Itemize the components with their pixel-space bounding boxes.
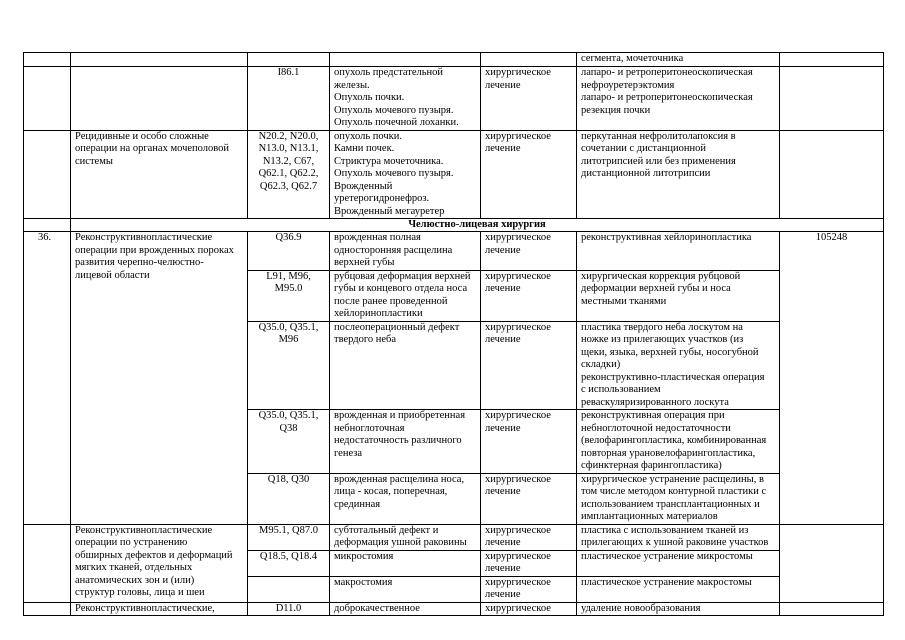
method-cell: пластическое устранение макростомы xyxy=(577,576,780,602)
treatment-type-cell: хирургическое лечение xyxy=(481,550,577,576)
condition-cell xyxy=(330,53,481,67)
condition-cell: послеоперационный дефект твердого неба xyxy=(330,321,481,410)
group-cell xyxy=(71,67,248,131)
item-number-cell xyxy=(24,602,71,616)
condition-cell: микростомия xyxy=(330,550,481,576)
treatment-type-cell: хирургическое лечение xyxy=(481,321,577,410)
icd-codes-cell: D11.0 xyxy=(248,602,330,616)
icd-codes-cell: Q35.0, Q35.1, M96 xyxy=(248,321,330,410)
method-cell: хирургическая коррекция рубцовой деформации верхней губы и носа местными тканями xyxy=(577,270,780,321)
group-cell: Реконструктивнопластические операции по устранению обширных дефектов и деформаций мягких тканей, отдельных анатомических зон и (или) структур головы, лица и шеи xyxy=(71,524,248,602)
treatment-type-cell: хирургическое лечение xyxy=(481,270,577,321)
section-spacer-cell xyxy=(24,219,71,232)
method-cell: хирургическое устранение расщелины, в том числе методом контурной пластики с использованием трансплантационных и имплантационных материалов xyxy=(577,473,780,524)
section-row xyxy=(24,219,884,232)
group-cell xyxy=(71,53,248,67)
method-cell: пластическое устранение микростомы xyxy=(577,550,780,576)
condition-cell: опухоль почки. Камни почек. Стриктура мочеточника. Опухоль мочевого пузыря. Врожденный уретерогидронефроз. Врожденный мегауретер xyxy=(330,130,481,219)
icd-codes-cell: M95.1, Q87.0 xyxy=(248,524,330,550)
price-cell xyxy=(780,53,884,67)
treatment-type-cell: хирургическое лечение xyxy=(481,130,577,219)
icd-codes-cell: Q36.9 xyxy=(248,232,330,271)
condition-cell: доброкачественное xyxy=(330,602,481,616)
icd-codes-cell: Q18.5, Q18.4 xyxy=(248,550,330,576)
icd-codes-cell xyxy=(248,576,330,602)
icd-codes-cell: Q18, Q30 xyxy=(248,473,330,524)
treatment-type-cell: хирургическое xyxy=(481,602,577,616)
treatment-type-cell: хирургическое лечение xyxy=(481,576,577,602)
condition-cell: рубцовая деформация верхней губы и концевого отдела носа после ранее проведенной хейлоринопластики xyxy=(330,270,481,321)
treatment-type-cell: хирургическое лечение xyxy=(481,473,577,524)
method-cell: пластика твердого неба лоскутом на ножке из прилегающих участков (из щеки, языка, верхней губы, носогубной складки) реконструктивно-пластическая операция с использованием реваскуляризированного лоскута xyxy=(577,321,780,410)
price-cell: 105248 xyxy=(780,232,884,525)
price-cell xyxy=(780,602,884,616)
icd-codes-cell: I86.1 xyxy=(248,67,330,131)
item-number-cell xyxy=(24,130,71,219)
price-cell xyxy=(780,67,884,131)
method-cell: пластика с использованием тканей из прилегающих к ушной раковине участков xyxy=(577,524,780,550)
treatment-type-cell: хирургическое лечение xyxy=(481,67,577,131)
method-cell: сегмента, мочеточника xyxy=(577,53,780,67)
section-heading: Челюстно-лицевая хирургия xyxy=(71,219,884,232)
treatment-type-cell: хирургическое лечение xyxy=(481,410,577,474)
method-cell: реконструктивная хейлоринопластика xyxy=(577,232,780,271)
treatment-type-cell: хирургическое лечение xyxy=(481,232,577,271)
method-cell: удаление новообразования xyxy=(577,602,780,616)
table-row xyxy=(24,232,884,271)
condition-cell: субтотальный дефект и деформация ушной раковины xyxy=(330,524,481,550)
item-number-cell xyxy=(24,524,71,602)
method-cell: перкутанная нефролитолапоксия в сочетании с дистанционной литотрипсией или без применения дистанционной литотрипсии xyxy=(577,130,780,219)
table-row xyxy=(24,602,884,616)
table-row xyxy=(24,67,884,131)
medical-procedures-table xyxy=(23,52,884,616)
condition-cell: врожденная и приобретенная небноглоточная недостаточность различного генеза xyxy=(330,410,481,474)
table-row xyxy=(24,53,884,67)
icd-codes-cell: L91, M96, M95.0 xyxy=(248,270,330,321)
item-number-cell: 36. xyxy=(24,232,71,525)
item-number-cell xyxy=(24,53,71,67)
condition-cell: врожденная расщелина носа, лица - косая, поперечная, срединная xyxy=(330,473,481,524)
condition-cell: макростомия xyxy=(330,576,481,602)
group-cell: Рецидивные и особо сложные операции на органах мочеполовой системы xyxy=(71,130,248,219)
price-cell xyxy=(780,130,884,219)
table-row xyxy=(24,524,884,550)
method-cell: реконструктивная операция при небноглоточной недостаточности (велофарингопластика, комбинированная повторная урановелофарингопластика, сфинктерная фарингопластика) xyxy=(577,410,780,474)
item-number-cell xyxy=(24,67,71,131)
condition-cell: опухоль предстательной железы. Опухоль почки. Опухоль мочевого пузыря. Опухоль почечной лоханки. xyxy=(330,67,481,131)
method-cell: лапаро- и ретроперитонеоскопическая нефроуретерэктомия лапаро- и ретроперитонеоскопическая резекция почки xyxy=(577,67,780,131)
icd-codes-cell: N20.2, N20.0, N13.0, N13.1, N13.2, C67, Q62.1, Q62.2, Q62.3, Q62.7 xyxy=(248,130,330,219)
icd-codes-cell: Q35.0, Q35.1, Q38 xyxy=(248,410,330,474)
group-cell: Реконструктивнопластические, xyxy=(71,602,248,616)
treatment-type-cell: хирургическое лечение xyxy=(481,524,577,550)
table-row xyxy=(24,130,884,219)
treatment-type-cell xyxy=(481,53,577,67)
condition-cell: врожденная полная односторонняя расщелина верхней губы xyxy=(330,232,481,271)
icd-codes-cell xyxy=(248,53,330,67)
group-cell: Реконструктивнопластические операции при врожденных пороках развития черепно-челюстно- лицевой области xyxy=(71,232,248,525)
price-cell xyxy=(780,524,884,602)
